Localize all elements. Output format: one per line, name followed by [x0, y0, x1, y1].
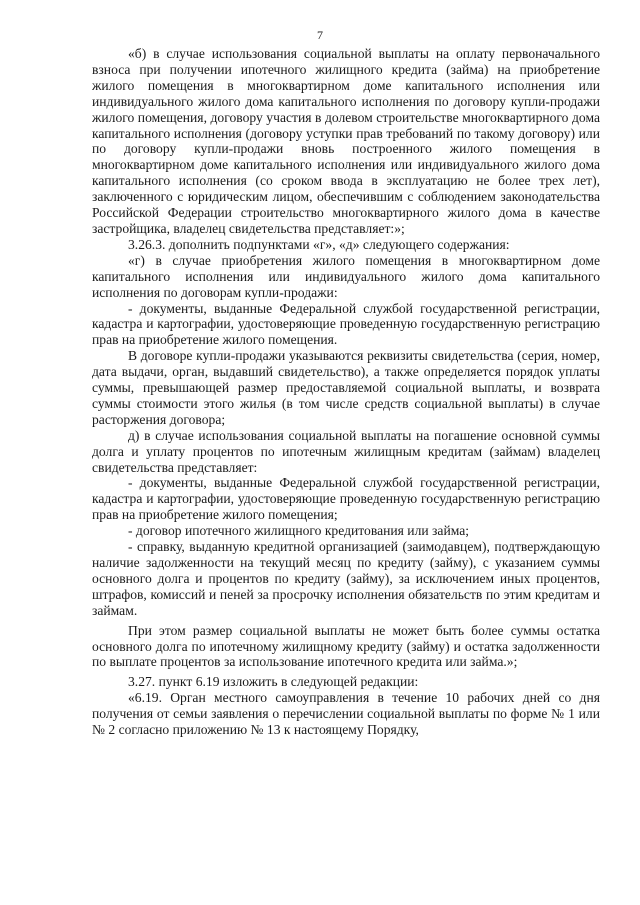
- page-number: 7: [317, 28, 323, 42]
- paragraph-3-26-3: 3.26.3. дополнить подпунктами «г», «д» следующего содержания:: [128, 236, 510, 252]
- list-item-registration-docs: - документы, выданные Федеральной службой государственной регистрации, кадастра и картографии, удостоверяющие проведенную государственную регистрацию прав на приобретение жилого помещения.: [92, 300, 600, 348]
- paragraph-6-19: «6.19. Орган местного самоуправления в течение 10 рабочих дней со дня получения от семьи заявления о перечислении социальной выплаты по форме № 1 или № 2 согласно приложению № 13 к настоящему Порядку,: [92, 690, 600, 738]
- paragraph-sale-contract: В договоре купли-продажи указываются реквизиты свидетельства (серия, номер, дата выдачи, орган, выдавший свидетельство), а также определяется порядок уплаты суммы, превышающей размер предоставляемой социальной выплаты, и возврата суммы стоимости этого жилья (в том числе средств социальной выплаты) в случае расторжения договора;: [92, 348, 600, 427]
- document-body: [92, 46, 600, 738]
- paragraph-subitem-g: «г) в случае приобретения жилого помещения в многоквартирном доме капитального исполнения или индивидуального жилого дома капитального исполнения по договорам купли-продажи:: [92, 252, 600, 300]
- list-item-registration-docs-2: - документы, выданные Федеральной службой государственной регистрации, кадастра и картографии, удостоверяющие проведенную государственную регистрацию прав на приобретение жилого помещения;: [92, 475, 600, 523]
- list-item-mortgage-contract: - договор ипотечного жилищного кредитования или займа;: [128, 523, 470, 539]
- paragraph-subitem-b: «б) в случае использования социальной выплаты на оплату первоначального взноса при получении ипотечного жилищного кредита (займа) на приобретение жилого помещения в многоквартирном доме капитального исполнения или индивидуального жилого дома капитального исполнения по договору купли-продажи жилого помещения, договору участия в долевом строительстве многоквартирного дома капитального исполнения (договору уступки прав требований по такому договору) или по договору купли-продажи вновь построенного жилого помещения в многоквартирном доме капитального исполнения или индивидуального жилого дома капитального исполнения (со сроком ввода в эксплуатацию не более трех лет), заключенного с юридическим лицом, обеспечившим с соблюдением законодательства Российской Федерации строительство многоквартирного жилого дома в качестве застройщика, владелец свидетельства представляет:»;: [92, 46, 600, 236]
- paragraph-payment-limit: При этом размер социальной выплаты не может быть более суммы остатка основного долга по ипотечному жилищному кредиту (займу) и остатка задолженности по выплате процентов за использование ипотечного кредита или займа.»;: [92, 622, 600, 670]
- list-item-bank-certificate: - справку, выданную кредитной организацией (заимодавцем), подтверждающую наличие задолженности на текущий месяц по кредиту (займу), с указанием суммы основного долга и процентов по кредиту (займу), за исключением иных процентов, штрафов, комиссий и пеней за просрочку исполнения обязательств по этим кредитам и займам.: [92, 539, 600, 618]
- paragraph-3-27: 3.27. пункт 6.19 изложить в следующей редакции:: [128, 674, 419, 690]
- paragraph-subitem-d: д) в случае использования социальной выплаты на погашение основной суммы долга и уплату процентов по ипотечным жилищным кредитам (займам) владелец свидетельства представляет:: [92, 427, 600, 475]
